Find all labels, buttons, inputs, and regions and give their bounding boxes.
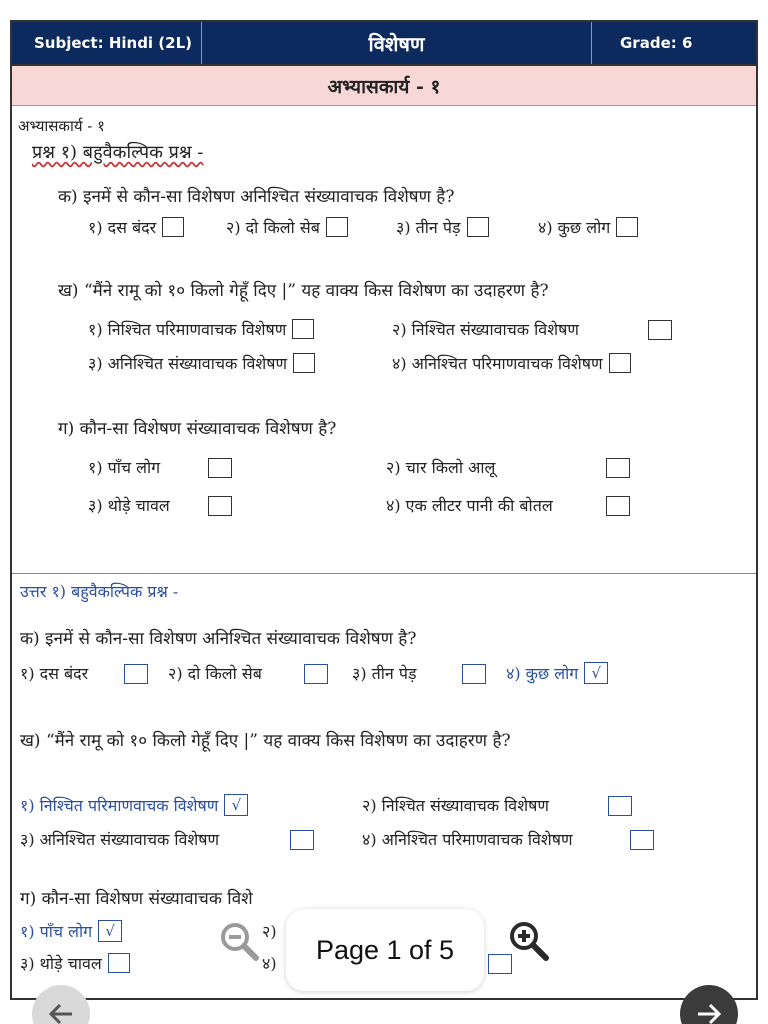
a3-option-4: [262, 952, 277, 974]
zoom-in-icon: [506, 918, 552, 964]
q1-option-1-label: १) दस बंदर: [88, 218, 157, 237]
answer-3-text: ग) कौन-सा विशेषण संख्यावाचक विशे: [20, 889, 253, 909]
q2-option-2[interactable]: [392, 318, 579, 340]
page-indicator: Page 1 of 5: [286, 909, 484, 991]
a1-option-4-label: ४) कुछ लोग: [506, 664, 579, 683]
q2-option-3[interactable]: [88, 352, 315, 374]
a1-option-2-label: २) दो किलो सेब: [168, 664, 262, 683]
a1-option-1: [20, 662, 88, 684]
a2-option-1: [20, 794, 248, 816]
a3-option-4-label: ४): [262, 954, 277, 973]
q2-option-3-label: ३) अनिश्चित संख्यावाचक विशेषण: [88, 354, 288, 373]
q3-option-3[interactable]: [88, 494, 170, 516]
q1-option-2-label: २) दो किलो सेब: [226, 218, 320, 237]
q2-option-4-checkbox[interactable]: [609, 353, 631, 373]
a3-option-1: [20, 920, 122, 942]
q3-option-2[interactable]: [386, 456, 495, 478]
q3-option-1-label: १) पाँच लोग: [88, 458, 161, 477]
q1-option-1-checkbox[interactable]: [162, 217, 184, 237]
q2-option-1-checkbox[interactable]: [292, 319, 314, 339]
q1-option-3[interactable]: [396, 216, 489, 238]
q3-option-1-checkbox[interactable]: [208, 458, 232, 478]
q3-option-4-checkbox[interactable]: [606, 496, 630, 516]
q1-option-4-label: ४) कुछ लोग: [538, 218, 611, 237]
a2-option-3-checkbox: [290, 830, 314, 850]
a2-option-3-label: ३) अनिश्चित संख्यावाचक विशेषण: [20, 830, 220, 849]
zoom-in-button[interactable]: [506, 918, 552, 964]
q3-option-1[interactable]: [88, 456, 160, 478]
a2-option-2-label: २) निश्चित संख्यावाचक विशेषण: [362, 796, 549, 815]
answer-heading: उत्तर १) बहुवैकल्पिक प्रश्न -: [20, 582, 179, 601]
q1-option-4[interactable]: [538, 216, 638, 238]
arrow-left-icon: [46, 999, 76, 1024]
q1-option-1[interactable]: [88, 216, 184, 238]
a1-option-1-checkbox: [124, 664, 148, 684]
a2-option-2: [362, 794, 549, 816]
exercise-label: अभ्यासकार्य - १: [18, 117, 105, 135]
q3-option-4-label: ४) एक लीटर पानी की बोतल: [386, 496, 553, 515]
question-1-text: क) इनमें से कौन-सा विशेषण अनिश्चित संख्यावाचक विशेषण है?: [58, 187, 455, 207]
a1-option-3: [352, 662, 417, 684]
q2-option-4-label: ४) अनिश्चित परिमाणवाचक विशेषण: [392, 354, 603, 373]
q1-option-2-checkbox[interactable]: [326, 217, 348, 237]
grade-label: Grade: 6: [620, 34, 693, 52]
arrow-right-icon: [694, 999, 724, 1024]
a3-option-3-label: ३) थोड़े चावल: [20, 954, 102, 973]
a3-option-2-label: २): [262, 922, 277, 941]
zoom-out-icon: [218, 920, 262, 964]
question-heading-text: प्रश्न १) बहुवैकल्पिक प्रश्न -: [32, 142, 204, 163]
q1-option-3-label: ३) तीन पेड़: [396, 218, 461, 237]
a2-option-1-check-icon: √: [224, 794, 248, 816]
answer-2-text: ख) “मैंने रामू को १० किलो गेहूँ दिए |” यह वाक्य किस विशेषण का उदाहरण है?: [20, 731, 511, 751]
a2-option-4-label: ४) अनिश्चित परिमाणवाचक विशेषण: [362, 830, 573, 849]
a3-option-3: [20, 952, 130, 974]
a1-option-1-label: १) दस बंदर: [20, 664, 89, 683]
q2-option-1[interactable]: [88, 318, 314, 340]
worksheet-header: [12, 22, 756, 66]
q3-option-4[interactable]: [386, 494, 553, 516]
a2-option-2-checkbox: [608, 796, 632, 816]
questions-section: [12, 106, 756, 574]
a2-option-4: [362, 828, 573, 850]
subject-label: Subject: Hindi (2L): [12, 22, 202, 64]
a1-option-3-label: ३) तीन पेड़: [352, 664, 417, 683]
q2-option-1-label: १) निश्चित परिमाणवाचक विशेषण: [88, 320, 287, 339]
worksheet-page: [10, 20, 758, 1000]
a1-option-2-checkbox: [304, 664, 328, 684]
zoom-out-button[interactable]: [218, 920, 262, 964]
a1-option-3-checkbox: [462, 664, 486, 684]
q2-option-4[interactable]: [392, 352, 631, 374]
a1-option-2: [168, 662, 262, 684]
q1-option-2[interactable]: [226, 216, 348, 238]
answer-1-text: क) इनमें से कौन-सा विशेषण अनिश्चित संख्यावाचक विशेषण है?: [20, 629, 417, 649]
q1-option-4-checkbox[interactable]: [616, 217, 638, 237]
a3-option-1-check-icon: √: [98, 920, 122, 942]
q2-option-2-checkbox[interactable]: [648, 320, 672, 340]
q2-option-3-checkbox[interactable]: [293, 353, 315, 373]
a3-option-1-label: १) पाँच लोग: [20, 922, 93, 941]
q3-option-3-label: ३) थोड़े चावल: [88, 496, 170, 515]
a2-option-1-label: १) निश्चित परिमाणवाचक विशेषण: [20, 796, 219, 815]
question-heading: [32, 140, 203, 164]
a2-option-3: [20, 828, 219, 850]
question-3-text: ग) कौन-सा विशेषण संख्यावाचक विशेषण है?: [58, 419, 337, 439]
q3-option-3-checkbox[interactable]: [208, 496, 232, 516]
q3-option-2-checkbox[interactable]: [606, 458, 630, 478]
q1-option-3-checkbox[interactable]: [467, 217, 489, 237]
q3-option-2-label: २) चार किलो आलू: [386, 458, 496, 477]
a1-option-4: [506, 662, 608, 684]
a3-option-3-checkbox: [108, 953, 130, 973]
exercise-banner: अभ्यासकार्य - १: [12, 66, 756, 106]
a3-option-2: [262, 920, 277, 942]
a1-option-4-check-icon: √: [584, 662, 608, 684]
worksheet-title: विशेषण: [202, 22, 592, 64]
question-2-text: ख) “मैंने रामू को १० किलो गेहूँ दिए |” यह वाक्य किस विशेषण का उदाहरण है?: [58, 281, 549, 301]
q2-option-2-label: २) निश्चित संख्यावाचक विशेषण: [392, 320, 579, 339]
a2-option-4-checkbox: [630, 830, 654, 850]
